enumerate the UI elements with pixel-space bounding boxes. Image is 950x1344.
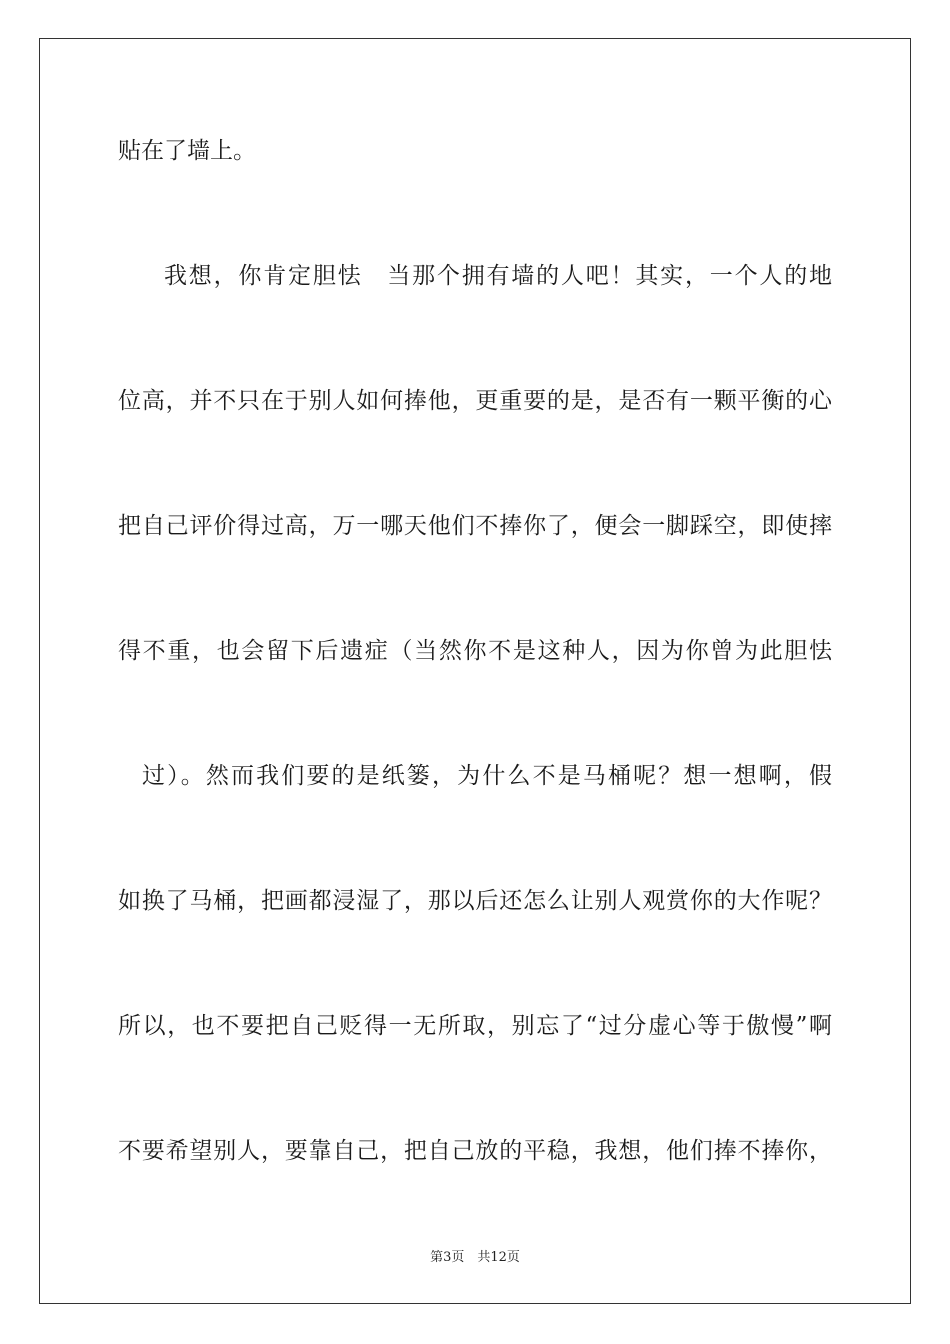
text-line-4: 把自己评价得过高，万一哪天他们不捧你了，便会一脚踩空，即使摔 xyxy=(118,513,832,539)
text-line-2: 我想，你肯定胆怯 当那个拥有墙的人吧！其实，一个人的地 xyxy=(164,263,832,289)
text-line-6: 过）。然而我们要的是纸篓，为什么不是马桶呢？想一想啊，假 xyxy=(142,763,832,789)
page-number-footer: 第3页 共12页 xyxy=(430,1250,520,1265)
text-line-8: 所以，也不要把自己贬得一无所取，别忘了“过分虚心等于傲慢”啊 xyxy=(118,1013,832,1039)
page-border xyxy=(39,38,911,1304)
text-line-1: 贴在了墙上。 xyxy=(118,138,256,164)
text-line-3: 位高，并不只在于别人如何捧他，更重要的是，是否有一颗平衡的心 xyxy=(118,388,832,414)
text-line-9: 不要希望别人，要靠自己，把自己放的平稳，我想，他们捧不捧你， xyxy=(118,1138,832,1164)
text-line-7: 如换了马桶，把画都浸湿了，那以后还怎么让别人观赏你的大作呢？ xyxy=(118,888,832,914)
text-line-5: 得不重，也会留下后遗症（当然你不是这种人，因为你曾为此胆怯 xyxy=(118,638,832,664)
